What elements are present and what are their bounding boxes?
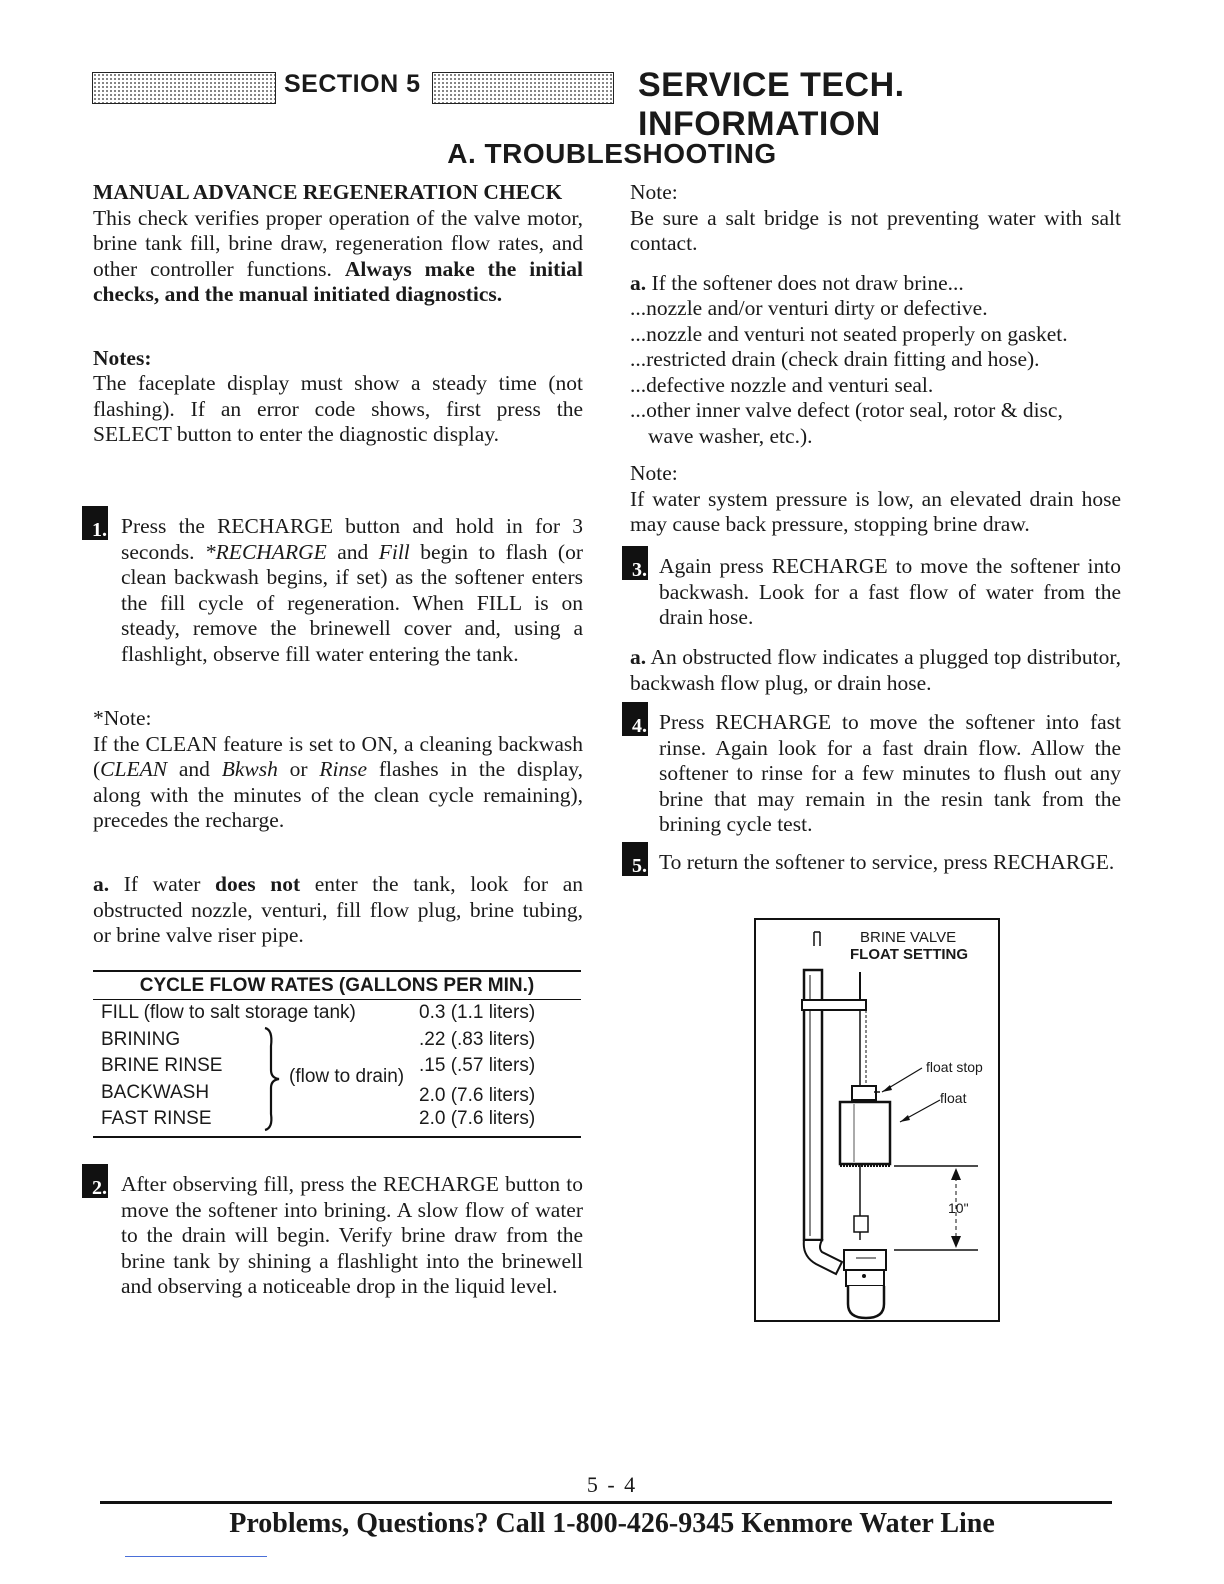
step-2-marker: 2. bbox=[82, 1164, 108, 1198]
drain-brace-icon bbox=[261, 1026, 285, 1132]
left-column bbox=[93, 180, 583, 448]
header-hatch-right bbox=[432, 72, 614, 104]
list-item: ...nozzle and venturi not seated properly on gasket. bbox=[630, 321, 1068, 346]
section-label: SECTION 5 bbox=[284, 70, 421, 98]
backwash-failure: a. An obstructed flow indicates a plugged top distributor, backwash flow plug, or drain hose. bbox=[630, 645, 1121, 695]
list-item: ...other inner valve defect (rotor seal, rotor & disc, bbox=[630, 398, 1063, 422]
flow-table-title: CYCLE FLOW RATES (GALLONS PER MIN.) bbox=[139, 975, 535, 996]
table-row: BRINE RINSE .15 (.57 liters) bbox=[101, 1055, 536, 1076]
step-3-marker: 3. bbox=[622, 546, 648, 580]
brine-valve-drawing bbox=[756, 920, 998, 1320]
note1-text: Be sure a salt bridge is not preventing water with salt contact. bbox=[630, 205, 1121, 255]
step-2-text: After observing fill, press the RECHARGE button to move the softener into brining. A slow flow of water to the drain will begin. Verify brine draw from the brine tank by shining a flashlight into the brinewell and observing a noticeable drop in the liquid level. bbox=[121, 1172, 583, 1298]
clean-note-text: If the CLEAN feature is set to ON, a cleaning backwash (CLEAN and Bkwsh or Rinse flashes in the display, along with the minutes of the clean cycle remaining), precedes the recharge. bbox=[93, 731, 583, 832]
float-stop-label: float stop bbox=[926, 1059, 983, 1075]
table-row: BRINING .22 (.83 liters) bbox=[101, 1028, 536, 1050]
step-5-marker: 5. bbox=[622, 842, 648, 876]
list-item: ...restricted drain (check drain fitting and hose). bbox=[630, 347, 1040, 371]
bottom-link-line bbox=[125, 1556, 267, 1557]
clean-note-title: *Note: bbox=[93, 706, 152, 730]
page-number: 5 - 4 bbox=[586, 1472, 638, 1497]
fill-failure: a. If water does not enter the tank, look for an obstructed nozzle, venturi, fill flow plug, brine tubing, or brine valve riser pipe. bbox=[93, 872, 583, 947]
figure-title-1: BRINE VALVE bbox=[860, 929, 957, 946]
note1-title: Note: bbox=[630, 180, 678, 204]
note2-title: Note: bbox=[630, 461, 678, 485]
section-header bbox=[92, 66, 1122, 143]
flow-rates-table bbox=[93, 970, 581, 1138]
footer-text: Problems, Questions? Call 1-800-426-9345 Kenmore Water Line bbox=[229, 1508, 995, 1539]
step-4-text: Press RECHARGE to move the softener into fast rinse. Again look for a fast drain flow. Allow the softener to rinse for a few minutes to flush out any brine that may remain in the resin tank from the brining cycle test. bbox=[659, 710, 1121, 836]
table-row: FILL (flow to salt storage tank) 0.3 (1.1 liters) bbox=[101, 1002, 536, 1023]
note2-text: If water system pressure is low, an elevated drain hose may cause back pressure, stopping brine draw. bbox=[630, 486, 1121, 536]
clean-note bbox=[93, 706, 583, 834]
check-title: MANUAL ADVANCE REGENERATION CHECK bbox=[93, 180, 563, 204]
footer-divider bbox=[100, 1501, 1112, 1504]
step-1-marker: 1. bbox=[82, 506, 108, 540]
figure-title-2: FLOAT SETTING bbox=[850, 946, 969, 963]
float-label: float bbox=[940, 1090, 967, 1106]
brine-failure-head: a. If the softener does not draw brine... bbox=[630, 270, 964, 295]
dimension-label: 10" bbox=[948, 1200, 969, 1216]
step-1-text: Press the RECHARGE button and hold in for 3 seconds. *RECHARGE and Fill begin to flash (or clean backwash begins, if set) as the softener enters the fill cycle of regeneration. When FILL is on steady, remove the brinewell cover and, using a flashlight, observe fill water entering the tank. bbox=[121, 514, 583, 666]
main-heading: A. TROUBLESHOOTING bbox=[447, 138, 777, 169]
notes-title: Notes: bbox=[93, 345, 152, 370]
header-hatch-left bbox=[92, 72, 276, 104]
step-5-text: To return the softener to service, press RECHARGE. bbox=[659, 850, 1115, 874]
right-column bbox=[630, 180, 1121, 538]
step-4-marker: 4. bbox=[622, 702, 648, 736]
drain-brace-note: (flow to drain) bbox=[289, 1066, 405, 1087]
check-intro: This check verifies proper operation of the valve motor, brine tank fill, brine draw, regeneration flow rates, and other controller functions. Always make the initial checks, and the manual initiated diagnostics. bbox=[93, 205, 583, 306]
list-item: ...defective nozzle and venturi seal. bbox=[630, 372, 934, 397]
step-3-text: Again press RECHARGE to move the softener into backwash. Look for a fast flow of water from the drain hose. bbox=[659, 554, 1121, 629]
section-title: SERVICE TECH. INFORMATION bbox=[638, 66, 905, 143]
notes-text: The faceplate display must show a steady time (not flashing). If an error code shows, first press the SELECT button to enter the diagnostic display. bbox=[93, 371, 583, 446]
list-item: wave washer, etc.). bbox=[648, 423, 813, 448]
table-row: FAST RINSE 2.0 (7.6 liters) bbox=[101, 1108, 536, 1129]
brine-valve-figure bbox=[754, 918, 1000, 1322]
list-item: ...nozzle and/or venturi dirty or defective. bbox=[630, 296, 988, 320]
table-row: BACKWASH 2.0 (7.6 liters) bbox=[101, 1081, 536, 1106]
